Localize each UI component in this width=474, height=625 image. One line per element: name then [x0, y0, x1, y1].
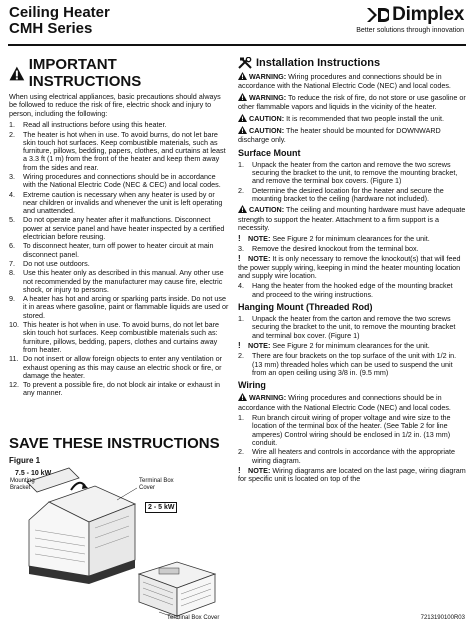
important-intro: When using electrical appliances, basic precautions should always be followed to reduce the risk of fire, electric shock and injury to person, including the following:: [9, 92, 221, 118]
figure-label: Figure 1: [9, 456, 41, 465]
caution-2: [238, 126, 466, 145]
list-item-text: Extreme caution is necessary when any heater is used by or near children or invalids and whenever the unit is left operating and unattended.: [23, 189, 223, 216]
list-item-number: 1.: [238, 314, 244, 324]
list-item-text: Remove the desired knockout from the terminal box.: [252, 243, 419, 253]
installation-section: [238, 56, 466, 486]
note-1-text: See Figure 2 for minimum clearances for the unit.: [272, 233, 430, 243]
brand-tagline: Better solutions through innovation: [356, 27, 464, 34]
list-item: [238, 161, 466, 186]
list-item-text: This heater is hot when in use. To avoid burns, do not let bare skin touch hot surfaces. Keep combustible materials such as: furniture, pillows, bedding, papers, clothes and curtains away from heater.: [23, 320, 220, 354]
note-1: [238, 235, 466, 243]
list-item-text: Hang the heater from the hooked edge of the mounting bracket and proceed to the wiring instructions.: [252, 281, 453, 299]
list-item-text: Determine the desired location for the heater and secure the mounting bracket to the ceiling (hardware not included).: [252, 185, 444, 204]
caution-2-label: CAUTION:: [249, 126, 285, 136]
warning-triangle-icon: [238, 114, 247, 124]
warning-1-text: Wiring procedures and connections should be in accordance with the National Electric Code (NEC) and local codes.: [238, 72, 451, 91]
list-item-text: Unpack the heater from the carton and remove the two screws securing the bracket to the unit, to remove the mounting bracket, and remove the terminal box covers. (Figure 1): [252, 159, 458, 186]
list-item: [238, 448, 466, 465]
important-heading-text: IMPORTANT INSTRUCTIONS: [28, 56, 142, 90]
warning-2-label: WARNING:: [249, 92, 287, 102]
list-item-text: There are four brackets on the top surface of the unit with 1/2 in. (13 mm) threaded holes which can be used to suspend the unit from an open ceiling using 3/8 in. (9.5 mm): [252, 351, 457, 377]
list-item: [238, 245, 466, 253]
wiring-heading: Wiring: [238, 380, 266, 391]
title-line2: CMH Series: [9, 20, 93, 37]
list-item: [9, 269, 230, 294]
list-item: [9, 242, 230, 259]
list-item: [238, 352, 466, 377]
list-item: [9, 121, 230, 129]
list-item-number: 4.: [238, 281, 244, 291]
caution-1-text: It is recommended that two people install the unit.: [286, 113, 444, 123]
list-item-number: 2.: [238, 185, 244, 195]
note-1-label: NOTE:: [248, 233, 271, 243]
list-item: [9, 355, 230, 380]
size-small-label: 2 - 5 kW: [145, 502, 177, 513]
note-3: [238, 342, 466, 350]
warning-3-text: Wiring procedures and connections should be in accordance with the National Electric Code (NEC) and local codes.: [238, 393, 451, 412]
list-item-text: Unpack the heater from the carton and remove the two screws securing the bracket to the unit, to remove the mounting bracket and terminal box cover. (Figure 1): [252, 314, 456, 340]
exclamation-icon: !: [238, 340, 241, 350]
page-title: [9, 5, 110, 37]
warning-3-label: WARNING:: [249, 393, 287, 403]
list-item-text: Do not use outdoors.: [23, 258, 90, 268]
note-3-text: See Figure 2 for minimum clearances for the unit.: [272, 340, 430, 350]
list-item-number: 2.: [9, 129, 15, 139]
list-item-number: 9.: [9, 294, 15, 304]
list-item-number: 3.: [9, 172, 15, 181]
document-code: 7213190100R03: [420, 615, 465, 621]
installation-heading-text: Installation Instructions: [256, 57, 381, 69]
list-item-text: Run branch circuit wiring of proper voltage and wire size to the location of the terminal box of the heater. (See Table 2 for line amperes) Control wiring should be enclosed in 1/2 in. (13 mm) conduit.: [252, 413, 451, 447]
list-item-text: Wire all heaters and controls in accordance with the appropriate wiring diagram.: [252, 447, 455, 465]
list-item: [9, 321, 230, 354]
installation-heading: [238, 56, 466, 70]
mounting-bracket-label: Mounting Bracket: [10, 478, 35, 491]
title-line1: Ceiling Heater: [9, 4, 110, 21]
terminal-box-cover-top-label: Terminal Box Cover: [139, 478, 174, 491]
list-item-number: 10.: [9, 320, 19, 330]
wiring-list: [238, 414, 466, 465]
list-item-number: 2.: [238, 447, 244, 457]
save-instructions-heading: SAVE THESE INSTRUCTIONS: [9, 435, 220, 452]
note-2-label: NOTE:: [248, 254, 271, 264]
list-item-text: Wiring procedures and connections should be in accordance with the National Electric Code (NEC & CEC) and local codes.: [23, 172, 221, 190]
list-item: [238, 315, 466, 340]
list-item: [9, 216, 230, 241]
note-4-text: Wiring diagrams are located on the last page, wiring diagram for specific unit is located on top of the: [238, 465, 466, 484]
hanging-mount-list-cont: [238, 352, 466, 377]
brand-name: Dimplex: [392, 4, 464, 25]
list-item-number: 5.: [9, 215, 15, 225]
list-item-text: To prevent a possible fire, do not block air intake or exhaust in any manner.: [23, 380, 220, 398]
list-item: [9, 191, 230, 216]
list-item-number: 11.: [9, 354, 19, 364]
list-item-number: 1.: [9, 120, 15, 130]
caution-2-text: The heater should be mounted for DOWNWARD discharge only.: [238, 126, 441, 145]
surface-mount-heading: Surface Mount: [238, 147, 301, 158]
hanging-mount-list: [238, 315, 466, 340]
figure-1: [9, 456, 230, 621]
surface-mount-list-cont-2: [238, 282, 466, 299]
size-large-label: 7.5 - 10 kW: [15, 470, 52, 477]
brand-logo: [356, 4, 464, 34]
surface-mount-list-cont: [238, 245, 466, 253]
list-item: [9, 131, 230, 172]
heater-illustration: [9, 456, 230, 621]
small-heater-drawing: [139, 562, 215, 619]
exclamation-icon: !: [238, 233, 241, 243]
hanging-mount-heading: Hanging Mount (Threaded Rod): [238, 302, 373, 313]
warning-2-text: To reduce the risk of fire, do not store or use gasoline or other flammable vapors and liquids in the vicinity of the heater.: [238, 92, 466, 112]
list-item: [9, 381, 230, 398]
list-item-number: 8.: [9, 268, 15, 278]
note-3-label: NOTE:: [248, 340, 271, 350]
terminal-box-cover-bottom-label: Terminal Box Cover: [167, 615, 220, 621]
list-item-number: 7.: [9, 258, 15, 268]
dimplex-logo-icon: [367, 6, 389, 24]
caution-1-label: CAUTION:: [249, 113, 285, 123]
important-instructions-section: [9, 56, 230, 399]
list-item: [9, 173, 230, 190]
header-divider: [8, 44, 466, 46]
note-4-label: NOTE:: [248, 465, 271, 475]
exclamation-icon: !: [238, 254, 241, 264]
list-item-number: 6.: [9, 241, 15, 251]
list-item-text: Use this heater only as described in this manual. Any other use not recommended by the manufacturer may cause fire, electric shock, or injury to persons.: [23, 268, 224, 294]
warning-1: [238, 72, 466, 91]
caution-1: [238, 114, 466, 124]
list-item-text: To disconnect heater, turn off power to heater circuit at main disconnect panel.: [23, 241, 214, 259]
note-2-text: It is only necessary to remove the knockout(s) that will feed the power supply wiring, keeping in mind the heater mounting location and supply wire location.: [238, 254, 461, 281]
list-item-number: 12.: [9, 380, 19, 390]
list-item-number: 3.: [238, 243, 244, 253]
warning-2: [238, 93, 466, 112]
warning-triangle-icon: [9, 66, 25, 81]
large-heater-drawing: [27, 468, 135, 584]
warning-3: [238, 393, 466, 412]
list-item-text: The heater is hot when in use. To avoid burns, do not let bare skin touch hot surfaces. Keep combustible materials, such as furniture, pillows, bedding, papers, clothes, and curtains at least a 3.3 ft (1 m) from the front of the heater and keep them away from the sides and rear.: [23, 129, 226, 172]
important-heading: [9, 56, 230, 90]
list-item: [238, 414, 466, 447]
caution-3-label: CAUTION:: [249, 205, 285, 215]
list-item: [238, 187, 466, 204]
caution-3-text: The ceiling and mounting hardware must have adequate strength to support the heater. Attachment to a firm support is a necessity.: [238, 205, 466, 233]
list-item-text: A heater has hot and arcing or sparking parts inside. Do not use it in areas where gasoline, paint or flammable liquids are used or stored.: [23, 294, 229, 320]
surface-mount-list: [238, 161, 466, 203]
warning-1-label: WARNING:: [249, 72, 287, 81]
list-item-text: Do not operate any heater after it malfunctions. Disconnect power at service panel and have heater inspected by a certified electrician before reusing.: [23, 215, 225, 242]
list-item: [238, 282, 466, 299]
list-item-number: 4.: [9, 189, 15, 199]
list-item-number: 1.: [238, 159, 244, 169]
list-item: [9, 260, 230, 268]
list-item: [9, 295, 230, 320]
tools-icon: [238, 57, 252, 70]
caution-3: [238, 205, 466, 232]
exclamation-icon: !: [238, 465, 241, 475]
note-4: [238, 467, 466, 484]
list-item-text: Do not insert or allow foreign objects to enter any ventilation or exhaust opening as this may cause an electric shock or fire, or damage the heater.: [23, 354, 222, 380]
list-item-number: 2.: [238, 351, 244, 361]
note-2: [238, 255, 466, 280]
list-item-text: Read all instructions before using this heater.: [23, 120, 167, 130]
list-item-number: 1.: [238, 413, 244, 423]
important-list: [9, 121, 230, 398]
